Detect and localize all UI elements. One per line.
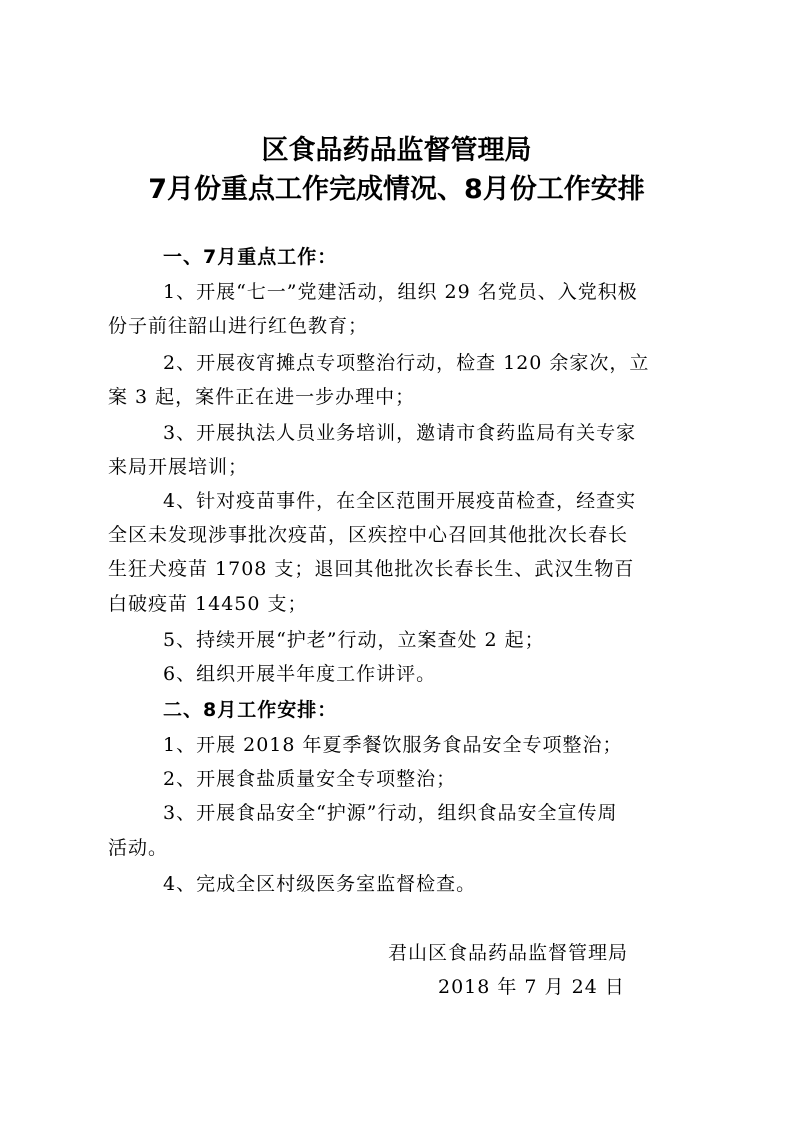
s1-item-4-line-4: 白破疫苗 14450 支； bbox=[108, 593, 308, 615]
s1-item-1-line-2: 份子前往韶山进行红色教育； bbox=[108, 315, 369, 337]
s2-item-3-line-1: 3、开展食品安全“护源”行动，组织食品安全宣传周 bbox=[163, 802, 618, 824]
s1-item-5: 5、持续开展“护老”行动，立案查处 2 起； bbox=[163, 629, 545, 651]
s1-item-4-line-3: 生狂犬疫苗 1708 支；退回其他批次长春长生、武汉生物百 bbox=[108, 558, 635, 580]
s2-item-4: 4、完成全区村级医务室监督检查。 bbox=[163, 873, 477, 895]
signature-date: 2018 年 7 月 24 日 bbox=[438, 976, 625, 998]
section-1-heading: 一、7月重点工作： bbox=[163, 246, 338, 268]
document-title-line-1: 区食品药品监督管理局 bbox=[261, 135, 532, 166]
s1-item-6: 6、组织开展半年度工作讲评。 bbox=[163, 663, 437, 685]
s1-item-2-line-2: 案 3 起，案件正在进一步办理中； bbox=[108, 386, 416, 408]
s1-item-4-line-1: 4、针对疫苗事件，在全区范围开展疫苗检查，经查实 bbox=[163, 490, 637, 512]
document-title-line-2: 7月份重点工作完成情况、8月份工作安排 bbox=[148, 174, 645, 205]
s2-item-1: 1、开展 2018 年夏季餐饮服务食品安全专项整治； bbox=[163, 734, 623, 756]
s2-item-3-line-2: 活动。 bbox=[108, 837, 169, 859]
s1-item-2-line-1: 2、开展夜宵摊点专项整治行动，检查 120 余家次，立 bbox=[163, 352, 650, 374]
s1-item-4-line-2: 全区未发现涉事批次疫苗，区疾控中心召回其他批次长春长 bbox=[108, 524, 629, 546]
s1-item-1-line-1: 1、开展“七一”党建活动，组织 29 名党员、入党积极 bbox=[163, 281, 638, 303]
section-2-heading: 二、8月工作安排： bbox=[163, 699, 338, 721]
signature-organization: 君山区食品药品监督管理局 bbox=[388, 942, 629, 964]
s2-item-2: 2、开展食盐质量安全专项整治； bbox=[163, 768, 457, 790]
s1-item-3-line-1: 3、开展执法人员业务培训，邀请市食药监局有关专家 bbox=[163, 422, 637, 444]
s1-item-3-line-2: 来局开展培训； bbox=[108, 456, 249, 478]
